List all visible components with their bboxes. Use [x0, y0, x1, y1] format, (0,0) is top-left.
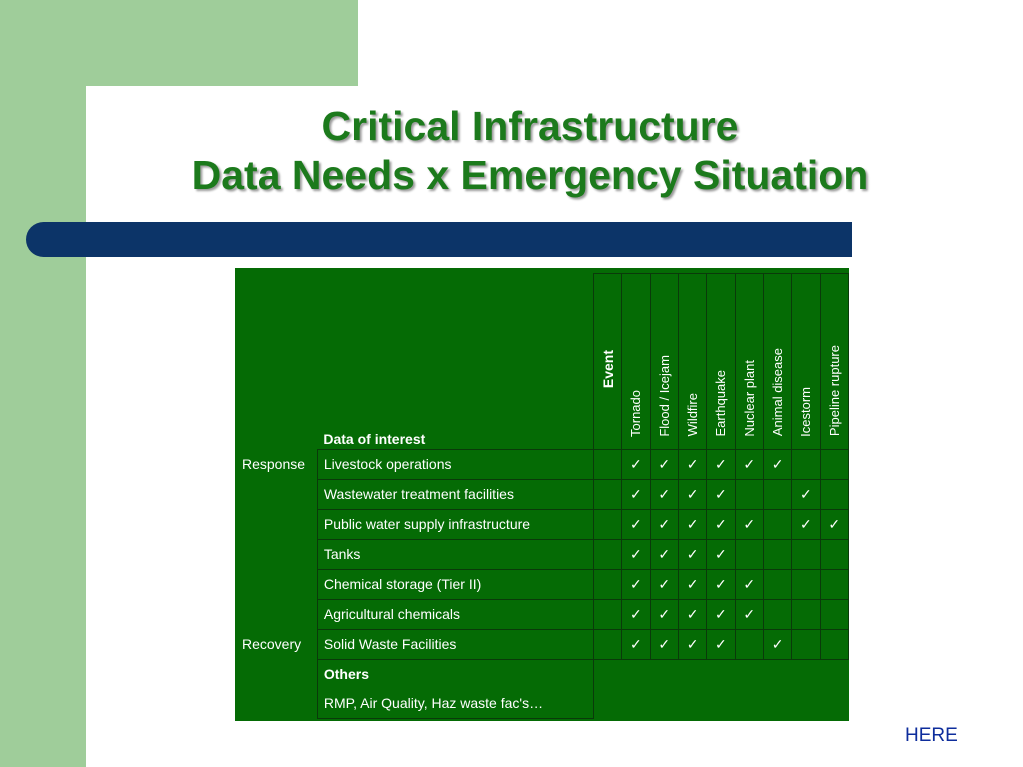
check-cell: [622, 509, 650, 539]
check-icon: ✓: [715, 545, 727, 562]
check-cell: [763, 629, 791, 659]
check-cell: [650, 629, 678, 659]
table-row: [238, 539, 849, 569]
check-cell: [678, 599, 706, 629]
check-cell: [707, 569, 735, 599]
check-icon: ✓: [658, 635, 671, 652]
check-cell: [763, 569, 791, 599]
event-col-label: Earthquake: [713, 370, 729, 437]
check-cell: [678, 479, 706, 509]
check-cell: [792, 629, 820, 659]
check-cell: [792, 569, 820, 599]
check-cell: [820, 569, 848, 599]
event-col-header: [707, 274, 735, 450]
check-icon: ✓: [743, 575, 756, 592]
check-cell: [650, 479, 678, 509]
others-row: [238, 659, 849, 689]
check-cell: [650, 539, 678, 569]
check-icon: ✓: [686, 605, 699, 622]
top-accent-block: [0, 0, 358, 86]
check-cell: [735, 599, 763, 629]
slide-title-line2: Data Needs x Emergency Situation: [191, 152, 869, 198]
check-icon: ✓: [658, 485, 671, 502]
row-data-item: Public water supply infrastructure: [317, 509, 593, 539]
check-icon: ✓: [658, 575, 671, 592]
check-icon: ✓: [630, 575, 642, 592]
check-cell: [763, 539, 791, 569]
check-cell: [622, 569, 650, 599]
row-category: Recovery: [242, 636, 302, 652]
event-col-label: Flood / Icejam: [656, 354, 672, 437]
check-icon: ✓: [828, 515, 841, 532]
event-col-header: [763, 274, 791, 450]
check-cell: [678, 629, 706, 659]
check-icon: ✓: [771, 455, 784, 472]
check-cell: [820, 479, 848, 509]
check-icon: ✓: [743, 515, 756, 532]
check-cell: [650, 569, 678, 599]
check-cell: [792, 509, 820, 539]
check-cell: [792, 449, 820, 479]
row-data-item: Livestock operations: [317, 449, 593, 479]
event-col-header: [820, 274, 848, 450]
table-row: [238, 629, 849, 659]
event-header-label: Event: [599, 350, 616, 389]
check-cell: [678, 569, 706, 599]
check-cell: [763, 599, 791, 629]
others-label: Others: [317, 659, 593, 689]
check-cell: [650, 509, 678, 539]
check-icon: ✓: [658, 545, 671, 562]
check-cell: [735, 449, 763, 479]
check-icon: ✓: [686, 515, 699, 532]
check-cell: [735, 479, 763, 509]
check-cell: [820, 629, 848, 659]
check-cell: [707, 629, 735, 659]
event-col-label: Tornado: [628, 389, 644, 437]
check-icon: ✓: [715, 515, 727, 532]
event-col-label: Animal disease: [770, 348, 786, 437]
event-col-header: [650, 274, 678, 450]
table-row: [238, 479, 849, 509]
check-icon: ✓: [686, 485, 699, 502]
table-header-row: [238, 274, 849, 450]
check-cell: [707, 479, 735, 509]
check-icon: ✓: [630, 635, 642, 652]
check-icon: ✓: [658, 455, 671, 472]
check-cell: [707, 509, 735, 539]
data-of-interest-header: Data of interest: [323, 430, 426, 447]
row-data-item: Tanks: [317, 539, 593, 569]
left-accent-band: [0, 0, 86, 767]
check-icon: ✓: [630, 545, 642, 562]
event-col-label: Icestorm: [798, 386, 814, 437]
check-cell: [622, 629, 650, 659]
check-icon: ✓: [630, 605, 642, 622]
check-icon: ✓: [630, 455, 642, 472]
check-icon: ✓: [630, 485, 642, 502]
check-cell: [707, 539, 735, 569]
check-cell: [792, 539, 820, 569]
table-row: [238, 449, 849, 479]
check-icon: ✓: [686, 575, 699, 592]
check-cell: [622, 599, 650, 629]
event-col-label: Wildfire: [685, 393, 701, 437]
check-cell: [820, 539, 848, 569]
check-cell: [792, 479, 820, 509]
check-cell: [650, 599, 678, 629]
check-icon: ✓: [658, 515, 671, 532]
row-category: [238, 509, 317, 539]
event-spacer-cell: [593, 449, 621, 479]
check-cell: [622, 539, 650, 569]
check-cell: [763, 479, 791, 509]
others-text: RMP, Air Quality, Haz waste fac's…: [317, 689, 593, 719]
check-cell: [650, 449, 678, 479]
data-needs-table: [238, 273, 849, 719]
check-icon: ✓: [743, 605, 756, 622]
event-col-label: Nuclear plant: [741, 359, 757, 437]
slide-title-line1: Critical Infrastructure: [321, 103, 739, 149]
check-icon: ✓: [771, 635, 784, 652]
check-icon: ✓: [715, 605, 727, 622]
check-cell: [735, 569, 763, 599]
title-underline-bar: [26, 222, 852, 257]
event-spacer-cell: [593, 599, 621, 629]
check-cell: [622, 479, 650, 509]
row-data-item: Wastewater treatment facilities: [317, 479, 593, 509]
check-cell: [735, 629, 763, 659]
event-header: [593, 274, 621, 450]
event-col-header: [678, 274, 706, 450]
check-cell: [735, 539, 763, 569]
row-category: [238, 599, 317, 629]
check-cell: [678, 539, 706, 569]
here-link[interactable]: HERE: [905, 725, 958, 746]
check-icon: ✓: [715, 485, 727, 502]
check-cell: [763, 509, 791, 539]
event-spacer-cell: [593, 629, 621, 659]
event-spacer-cell: [593, 509, 621, 539]
event-col-header: [622, 274, 650, 450]
check-cell: [820, 449, 848, 479]
check-icon: ✓: [715, 455, 727, 472]
event-spacer-cell: [593, 479, 621, 509]
check-icon: ✓: [630, 515, 642, 532]
check-cell: [622, 449, 650, 479]
row-data-item: Solid Waste Facilities: [317, 629, 593, 659]
event-spacer-cell: [593, 569, 621, 599]
event-col-header: [735, 274, 763, 450]
check-icon: ✓: [800, 515, 812, 532]
row-category: [238, 569, 317, 599]
event-spacer-cell: [593, 539, 621, 569]
check-icon: ✓: [686, 455, 699, 472]
check-icon: ✓: [658, 605, 671, 622]
event-col-label: Pipeline rupture: [826, 345, 842, 437]
table-row: [238, 569, 849, 599]
check-cell: [678, 449, 706, 479]
check-icon: ✓: [686, 545, 699, 562]
check-cell: [707, 449, 735, 479]
check-cell: [820, 509, 848, 539]
check-icon: ✓: [743, 455, 756, 472]
row-category: [238, 479, 317, 509]
row-data-item: Chemical storage (Tier II): [317, 569, 593, 599]
check-icon: ✓: [715, 635, 727, 652]
row-data-item: Agricultural chemicals: [317, 599, 593, 629]
check-icon: ✓: [686, 635, 699, 652]
data-needs-table-panel: [235, 268, 849, 721]
check-icon: ✓: [800, 485, 812, 502]
check-cell: [707, 599, 735, 629]
check-cell: [820, 599, 848, 629]
event-col-header: [792, 274, 820, 450]
check-cell: [678, 509, 706, 539]
check-cell: [763, 449, 791, 479]
check-cell: [735, 509, 763, 539]
table-row: [238, 509, 849, 539]
check-icon: ✓: [715, 575, 727, 592]
table-row: [238, 599, 849, 629]
others-detail-row: [238, 689, 849, 719]
check-cell: [792, 599, 820, 629]
row-category: Response: [242, 456, 306, 472]
row-category: [238, 539, 317, 569]
